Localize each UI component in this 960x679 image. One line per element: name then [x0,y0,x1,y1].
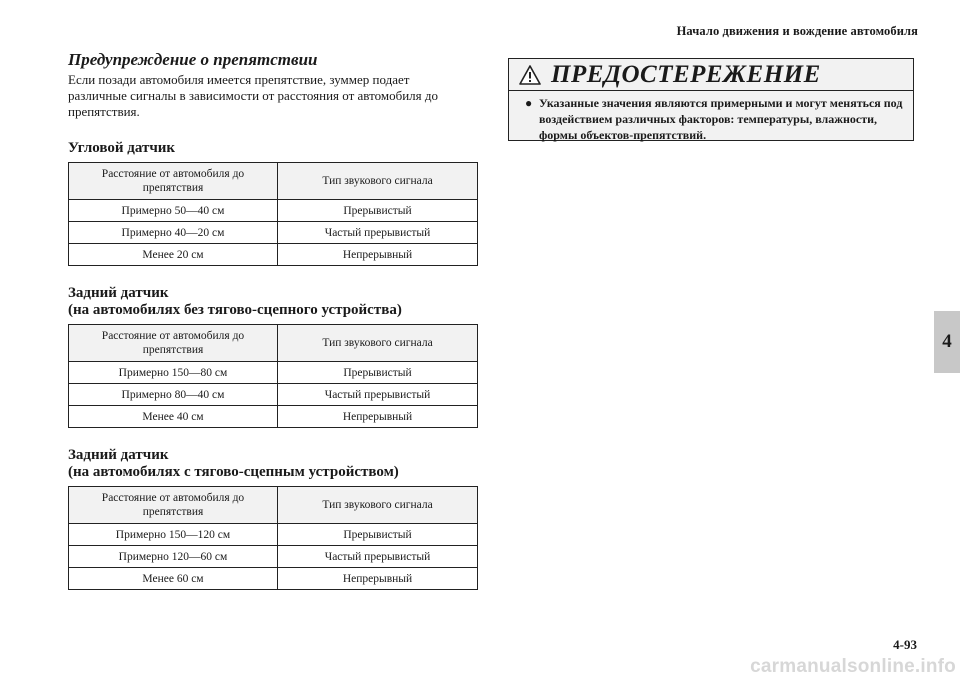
cell-signal: Прерывистый [278,200,478,222]
table-row [69,568,478,590]
header-signal-type: Тип звукового сигнала [278,325,478,362]
caution-box [508,58,914,141]
cell-distance: Примерно 120—60 см [69,546,278,568]
table-header-row [69,163,478,200]
cell-signal: Непрерывный [278,406,478,428]
left-column [68,50,478,590]
cell-signal: Непрерывный [278,244,478,266]
cell-distance: Примерно 150—120 см [69,524,278,546]
cell-distance: Примерно 40—20 см [69,222,278,244]
table-title [68,285,478,319]
caution-title: ПРЕДОСТЕРЕЖЕНИЕ [551,60,821,88]
cell-signal: Частый прерывистый [278,384,478,406]
cell-signal: Прерывистый [278,362,478,384]
bullet-icon: ● [525,96,533,110]
chapter-tab: 4 [934,311,960,373]
header-signal-type: Тип звукового сигнала [278,163,478,200]
caution-text: Указанные значения являются примерными и могут меняться под воздействием различных факторов: температуры, влажности, формы объектов-препятствий. [539,96,903,142]
table-row [69,546,478,568]
table-row [69,384,478,406]
cell-distance: Примерно 150—80 см [69,362,278,384]
warning-triangle-icon [519,65,541,85]
cell-signal: Частый прерывистый [278,546,478,568]
table-title-line: Задний датчик [68,447,169,463]
intro-paragraph: Если позади автомобиля имеется препятствие, зуммер подает различные сигналы в зависимости от расстояния от автомобиля до препятствия. [68,72,438,119]
caution-item [509,91,913,143]
table-title-line: (на автомобилях без тягово-сцепного устройства) [68,302,402,318]
table-block-rear-sensor-with-hitch [68,447,478,590]
cell-signal: Прерывистый [278,524,478,546]
table-row [69,222,478,244]
table-row [69,524,478,546]
cell-distance: Примерно 50—40 см [69,200,278,222]
header-distance: Расстояние от автомобиля до препятствия [69,487,278,524]
section-title: Предупреждение о препятствии [68,50,318,69]
table-title [68,447,478,481]
table-row [69,200,478,222]
cell-signal: Частый прерывистый [278,222,478,244]
table-row [69,406,478,428]
table-header-row [69,487,478,524]
header-distance: Расстояние от автомобиля до препятствия [69,325,278,362]
table-row [69,362,478,384]
page-number: 4-93 [893,637,917,652]
table-title [68,140,478,157]
table-title-line: Задний датчик [68,285,169,301]
table-title-line: (на автомобилях с тягово-сцепным устройством) [68,464,399,480]
table-block-rear-sensor-no-hitch [68,285,478,428]
running-head: Начало движения и вождение автомобиля [676,24,918,38]
sensor-table [68,486,478,590]
table-row [69,244,478,266]
table-title-line: Угловой датчик [68,140,176,156]
cell-signal: Непрерывный [278,568,478,590]
cell-distance: Примерно 80—40 см [69,384,278,406]
table-block-corner-sensor [68,140,478,266]
cell-distance: Менее 60 см [69,568,278,590]
cell-distance: Менее 40 см [69,406,278,428]
header-signal-type: Тип звукового сигнала [278,487,478,524]
sensor-table [68,324,478,428]
caution-header [509,59,913,91]
table-header-row [69,325,478,362]
watermark: carmanualsonline.info [750,656,956,677]
header-distance: Расстояние от автомобиля до препятствия [69,163,278,200]
sensor-table [68,162,478,266]
cell-distance: Менее 20 см [69,244,278,266]
